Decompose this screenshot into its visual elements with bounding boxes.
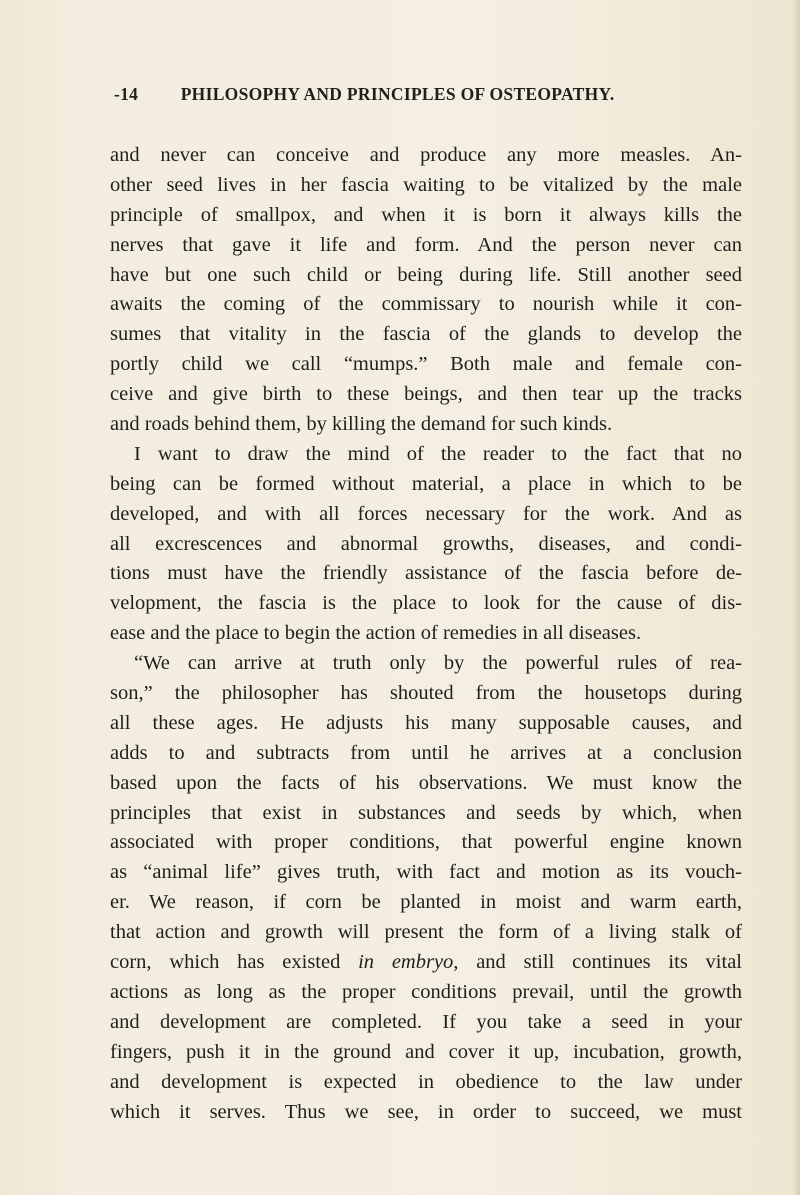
text-line: that action and growth will present the form of a living stalk of	[110, 921, 742, 944]
text-line: other seed lives in her fascia waiting to be vitalized by the male	[110, 173, 742, 196]
text-line: actions as long as the proper conditions prevail, until the growth	[110, 980, 742, 1003]
text-line: velopment, the fascia is the place to look for the cause of dis-	[110, 592, 742, 615]
text-line: “We can arrive at truth only by the powerful rules of rea-	[134, 652, 742, 675]
text-line: I want to draw the mind of the reader to the fact that no	[134, 442, 742, 465]
text-line: er. We reason, if corn be planted in moist and warm earth,	[110, 891, 742, 914]
text-line: nerves that gave it life and form. And the person never can	[110, 233, 742, 256]
text-line: associated with proper conditions, that powerful engine known	[110, 831, 742, 854]
page-edge-shadow	[792, 0, 800, 1195]
text-line	[110, 948, 742, 978]
page-number: -14	[114, 84, 139, 104]
text-line: have but one such child or being during life. Still another seed	[110, 263, 742, 286]
text-line: and development is expected in obedience to the law under	[110, 1070, 742, 1093]
text-line: son,” the philosopher has shouted from the housetops during	[110, 682, 742, 705]
page-header	[114, 84, 734, 112]
text-line: and roads behind them, by killing the demand for such kinds.	[110, 413, 613, 436]
text-line: developed, and with all forces necessary for the work. And as	[110, 502, 742, 525]
text-line: which it serves. Thus we see, in order to succeed, we must	[110, 1100, 742, 1123]
text-segment: and still continues its vital	[458, 951, 742, 974]
text-line: and development are completed. If you take a seed in your	[110, 1010, 742, 1033]
text-segment: corn, which has existed	[110, 951, 359, 974]
text-line: ceive and give birth to these beings, and then tear up the tracks	[110, 383, 742, 406]
text-line: principles that exist in substances and seeds by which, when	[110, 801, 742, 824]
text-line: all excrescences and abnormal growths, diseases, and condi-	[110, 532, 742, 555]
text-line: all these ages. He adjusts his many supposable causes, and	[110, 711, 742, 734]
italic-phrase: in embryo,	[358, 951, 459, 974]
text-line: principle of smallpox, and when it is born it always kills the	[110, 203, 742, 226]
text-line: awaits the coming of the commissary to nourish while it con-	[110, 293, 742, 316]
text-line: and never can conceive and produce any more measles. An-	[110, 144, 742, 166]
text-line: adds to and subtracts from until he arrives at a conclusion	[110, 741, 742, 764]
text-line: portly child we call “mumps.” Both male and female con-	[110, 353, 742, 376]
text-line: being can be formed without material, a place in which to be	[110, 472, 742, 495]
text-line: ease and the place to begin the action of remedies in all diseases.	[110, 622, 642, 645]
text-line: based upon the facts of his observations. We must know the	[110, 771, 742, 794]
text-line: tions must have the friendly assistance of the fascia before de-	[110, 562, 742, 585]
text-line: fingers, push it in the ground and cover it up, incubation, growth,	[110, 1040, 742, 1063]
body-text	[110, 141, 742, 1127]
text-line: as “animal life” gives truth, with fact and motion as its vouch-	[110, 861, 742, 884]
text-line: sumes that vitality in the fascia of the glands to develop the	[110, 323, 742, 346]
running-head: PHILOSOPHY AND PRINCIPLES OF OSTEOPATHY.	[180, 84, 615, 104]
